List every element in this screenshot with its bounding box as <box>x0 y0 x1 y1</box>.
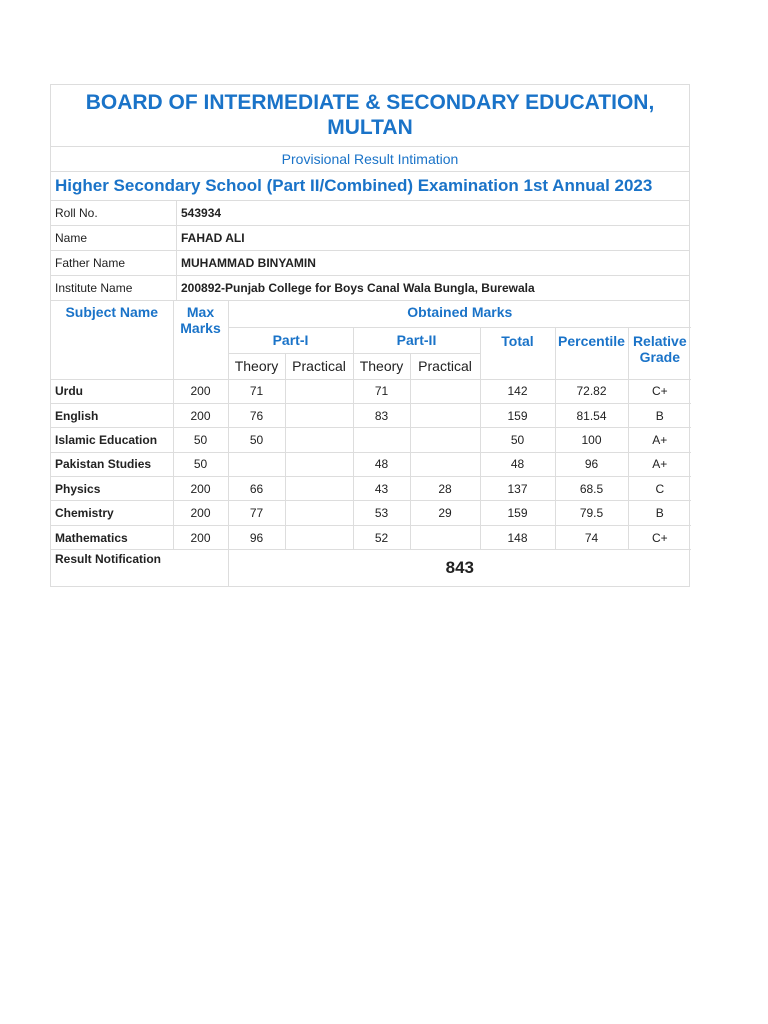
marks-table <box>51 301 691 586</box>
part1-header: Part-I <box>228 327 353 353</box>
p1-practical-cell <box>285 452 353 476</box>
p2-practical-cell <box>410 428 480 452</box>
max-cell: 200 <box>173 477 228 501</box>
exam-title: Higher Secondary School (Part II/Combined) Examination 1st Annual 2023 <box>51 172 689 201</box>
table-row <box>51 428 691 452</box>
p2-theory-cell: 43 <box>353 477 410 501</box>
result-total-value: 843 <box>228 550 691 586</box>
result-subtitle: Provisional Result Intimation <box>51 147 689 172</box>
grade-cell: C+ <box>628 525 691 549</box>
result-notification-label: Result Notification <box>51 550 228 586</box>
grade-cell: A+ <box>628 452 691 476</box>
name-value: FAHAD ALI <box>181 231 245 245</box>
grade-cell: B <box>628 501 691 525</box>
p2-practical-header: Practical <box>410 353 480 379</box>
p2-practical-cell <box>410 525 480 549</box>
name-label: Name <box>51 226 177 250</box>
percentile-cell: 79.5 <box>555 501 628 525</box>
total-cell: 50 <box>480 428 555 452</box>
p1-practical-cell <box>285 525 353 549</box>
grade-cell: C <box>628 477 691 501</box>
total-cell: 159 <box>480 403 555 427</box>
subject-cell: Physics <box>51 477 173 501</box>
table-row <box>51 501 691 525</box>
father-row <box>51 251 689 276</box>
p1-theory-cell <box>228 452 285 476</box>
p1-theory-cell: 71 <box>228 379 285 403</box>
obtained-marks-header: Obtained Marks <box>228 301 691 327</box>
table-row <box>51 403 691 427</box>
p2-theory-cell: 83 <box>353 403 410 427</box>
subject-cell: Pakistan Studies <box>51 452 173 476</box>
institute-label: Institute Name <box>51 276 177 300</box>
p1-theory-cell: 76 <box>228 403 285 427</box>
p2-practical-cell <box>410 452 480 476</box>
p2-practical-cell: 28 <box>410 477 480 501</box>
total-cell: 148 <box>480 525 555 549</box>
father-value: MUHAMMAD BINYAMIN <box>181 256 316 270</box>
percentile-header: Percentile <box>555 327 628 379</box>
grade-cell: B <box>628 403 691 427</box>
p2-theory-cell: 71 <box>353 379 410 403</box>
table-row <box>51 477 691 501</box>
p2-theory-header: Theory <box>353 353 410 379</box>
subject-cell: English <box>51 403 173 427</box>
p1-practical-cell <box>285 379 353 403</box>
max-cell: 200 <box>173 403 228 427</box>
subject-cell: Islamic Education <box>51 428 173 452</box>
p1-practical-cell <box>285 477 353 501</box>
p1-theory-cell: 66 <box>228 477 285 501</box>
total-cell: 142 <box>480 379 555 403</box>
percentile-cell: 68.5 <box>555 477 628 501</box>
subject-cell: Mathematics <box>51 525 173 549</box>
p2-theory-cell: 52 <box>353 525 410 549</box>
percentile-cell: 74 <box>555 525 628 549</box>
father-label: Father Name <box>51 251 177 275</box>
percentile-cell: 100 <box>555 428 628 452</box>
p2-theory-cell: 48 <box>353 452 410 476</box>
p1-practical-cell <box>285 403 353 427</box>
table-row <box>51 452 691 476</box>
max-cell: 200 <box>173 379 228 403</box>
p2-practical-cell: 29 <box>410 501 480 525</box>
max-cell: 50 <box>173 452 228 476</box>
max-cell: 50 <box>173 428 228 452</box>
max-cell: 200 <box>173 501 228 525</box>
p2-practical-cell <box>410 403 480 427</box>
total-header: Total <box>480 327 555 379</box>
total-cell: 48 <box>480 452 555 476</box>
total-cell: 137 <box>480 477 555 501</box>
p2-practical-cell <box>410 379 480 403</box>
result-row <box>51 550 691 586</box>
max-cell: 200 <box>173 525 228 549</box>
roll-label: Roll No. <box>51 201 177 225</box>
p2-theory-cell <box>353 428 410 452</box>
grade-cell: A+ <box>628 428 691 452</box>
p1-theory-cell: 77 <box>228 501 285 525</box>
grade-cell: C+ <box>628 379 691 403</box>
percentile-cell: 81.54 <box>555 403 628 427</box>
relative-grade-header: Relative Grade <box>628 327 691 379</box>
percentile-cell: 72.82 <box>555 379 628 403</box>
part2-header: Part-II <box>353 327 480 353</box>
subject-cell: Chemistry <box>51 501 173 525</box>
subject-cell: Urdu <box>51 379 173 403</box>
name-row <box>51 226 689 251</box>
p1-theory-header: Theory <box>228 353 285 379</box>
p1-practical-cell <box>285 501 353 525</box>
p1-practical-cell <box>285 428 353 452</box>
p1-theory-cell: 96 <box>228 525 285 549</box>
subject-name-header: Subject Name <box>51 301 173 379</box>
percentile-cell: 96 <box>555 452 628 476</box>
institute-value: 200892-Punjab College for Boys Canal Wala Bungla, Burewala <box>181 281 535 295</box>
p2-theory-cell: 53 <box>353 501 410 525</box>
total-cell: 159 <box>480 501 555 525</box>
roll-value: 543934 <box>181 206 222 220</box>
board-title: BOARD OF INTERMEDIATE & SECONDARY EDUCATION, MULTAN <box>51 85 689 147</box>
table-row <box>51 525 691 549</box>
p1-practical-header: Practical <box>285 353 353 379</box>
institute-row <box>51 276 689 301</box>
p1-theory-cell: 50 <box>228 428 285 452</box>
result-card <box>50 84 690 587</box>
max-marks-header: Max Marks <box>173 301 228 379</box>
roll-row <box>51 201 689 226</box>
table-row <box>51 379 691 403</box>
